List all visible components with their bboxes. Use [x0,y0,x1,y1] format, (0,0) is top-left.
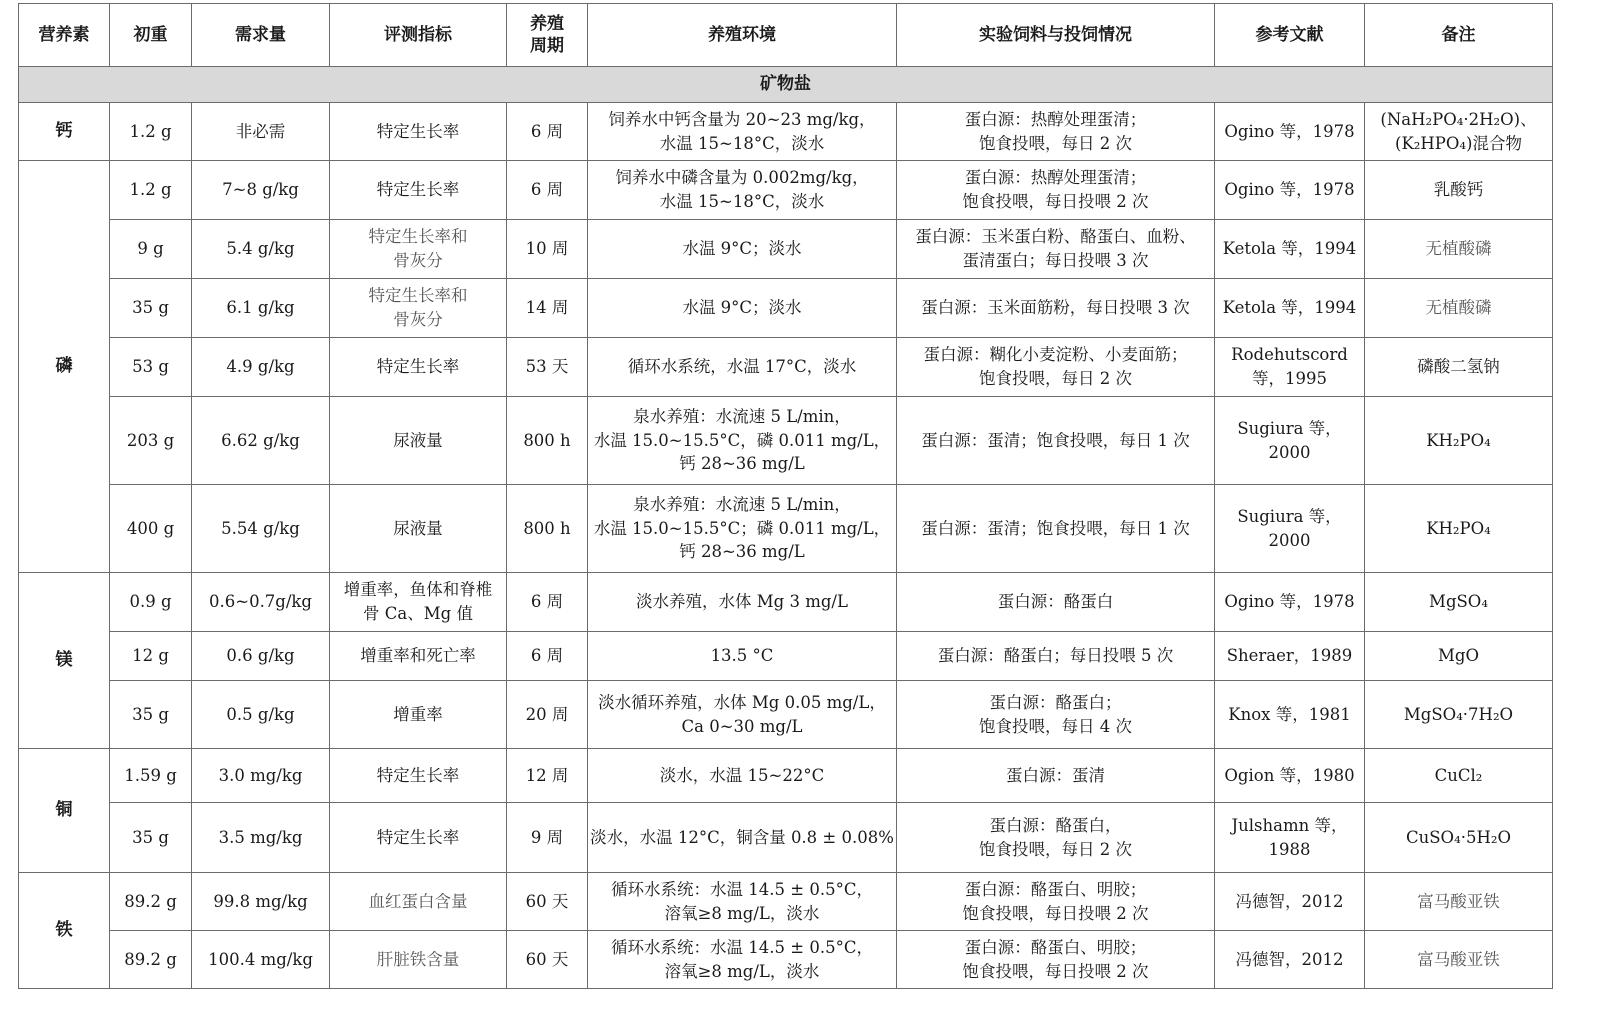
culture-environment-cell: 淡水，水温 12°C，铜含量 0.8 ± 0.08% [588,803,897,873]
evaluation-index-cell: 尿液量 [330,485,507,573]
table-row [19,573,1553,632]
initial-weight-cell: 203 g [110,397,192,485]
culture-period-cell: 6 周 [507,103,588,161]
remark-cell: MgSO₄ [1365,573,1553,632]
culture-period-cell: 60 天 [507,873,588,931]
feed-and-feeding-cell: 蛋白源：酪蛋白；每日投喂 5 次 [897,632,1215,681]
header-remarks: 备注 [1365,4,1553,67]
evaluation-index-cell: 血红蛋白含量 [330,873,507,931]
table-row [19,338,1553,397]
table-row [19,931,1553,989]
culture-period-cell: 800 h [507,397,588,485]
header-requirement: 需求量 [192,4,330,67]
requirement-cell: 6.62 g/kg [192,397,330,485]
feed-and-feeding-cell: 蛋白源：热醇处理蛋清； 饱食投喂，每日 2 次 [897,103,1215,161]
culture-environment-cell: 泉水养殖：水流速 5 L/min， 水温 15.0~15.5°C，磷 0.011 mg/L， 钙 28~36 mg/L [588,397,897,485]
reference-cell: Julshamn 等， 1988 [1215,803,1365,873]
requirement-cell: 5.4 g/kg [192,220,330,279]
evaluation-index-cell: 特定生长率和 骨灰分 [330,279,507,338]
remark-cell: CuSO₄·5H₂O [1365,803,1553,873]
table-row [19,803,1553,873]
initial-weight-cell: 0.9 g [110,573,192,632]
remark-cell: KH₂PO₄ [1365,397,1553,485]
evaluation-index-cell: 特定生长率 [330,338,507,397]
reference-cell: Knox 等，1981 [1215,681,1365,749]
evaluation-index-cell: 增重率 [330,681,507,749]
requirement-cell: 100.4 mg/kg [192,931,330,989]
table-row [19,749,1553,803]
requirement-cell: 0.6~0.7g/kg [192,573,330,632]
initial-weight-cell: 89.2 g [110,931,192,989]
culture-period-cell: 10 周 [507,220,588,279]
requirement-cell: 3.0 mg/kg [192,749,330,803]
feed-and-feeding-cell: 蛋白源：热醇处理蛋清； 饱食投喂，每日投喂 2 次 [897,161,1215,220]
table-body [19,67,1553,989]
feed-and-feeding-cell: 蛋白源：酪蛋白， 饱食投喂，每日 2 次 [897,803,1215,873]
culture-period-cell: 6 周 [507,161,588,220]
header-feed-and-feeding: 实验饲料与投饲情况 [897,4,1215,67]
initial-weight-cell: 53 g [110,338,192,397]
table-row [19,279,1553,338]
header-nutrient: 营养素 [19,4,110,67]
culture-period-cell: 53 天 [507,338,588,397]
nutrient-cell: 铁 [19,873,110,989]
nutrient-cell: 磷 [19,161,110,573]
table-row [19,220,1553,279]
evaluation-index-cell: 增重率和死亡率 [330,632,507,681]
culture-environment-cell: 饲养水中钙含量为 20~23 mg/kg， 水温 15~18°C，淡水 [588,103,897,161]
reference-cell: Sugiura 等，2000 [1215,485,1365,573]
table-row [19,873,1553,931]
remark-cell: 富马酸亚铁 [1365,931,1553,989]
initial-weight-cell: 400 g [110,485,192,573]
reference-cell: Ogino 等，1978 [1215,161,1365,220]
section-row [19,67,1553,103]
feed-and-feeding-cell: 蛋白源：蛋清 [897,749,1215,803]
reference-cell: 冯德智，2012 [1215,873,1365,931]
culture-environment-cell: 水温 9°C；淡水 [588,220,897,279]
remark-cell: 富马酸亚铁 [1365,873,1553,931]
feed-and-feeding-cell: 蛋白源：玉米面筋粉，每日投喂 3 次 [897,279,1215,338]
evaluation-index-cell: 肝脏铁含量 [330,931,507,989]
remark-cell: MgO [1365,632,1553,681]
culture-environment-cell: 淡水养殖，水体 Mg 3 mg/L [588,573,897,632]
initial-weight-cell: 12 g [110,632,192,681]
header-evaluation-index: 评测指标 [330,4,507,67]
header-reference: 参考文献 [1215,4,1365,67]
requirement-cell: 99.8 mg/kg [192,873,330,931]
header-culture-period: 养殖 周期 [507,4,588,67]
evaluation-index-cell: 尿液量 [330,397,507,485]
nutrient-requirement-table [18,3,1553,989]
remark-cell: 磷酸二氢钠 [1365,338,1553,397]
culture-period-cell: 60 天 [507,931,588,989]
feed-and-feeding-cell: 蛋白源：糊化小麦淀粉、小麦面筋； 饱食投喂，每日 2 次 [897,338,1215,397]
header-row [19,4,1553,67]
culture-environment-cell: 水温 9°C；淡水 [588,279,897,338]
feed-and-feeding-cell: 蛋白源：酪蛋白； 饱食投喂，每日 4 次 [897,681,1215,749]
remark-cell: 无植酸磷 [1365,279,1553,338]
header-culture-environment: 养殖环境 [588,4,897,67]
evaluation-index-cell: 增重率，鱼体和脊椎 骨 Ca、Mg 值 [330,573,507,632]
requirement-cell: 4.9 g/kg [192,338,330,397]
initial-weight-cell: 35 g [110,681,192,749]
reference-cell: Rodehutscord 等，1995 [1215,338,1365,397]
culture-environment-cell: 淡水，水温 15~22°C [588,749,897,803]
culture-period-cell: 12 周 [507,749,588,803]
remark-cell: (NaH₂PO₄·2H₂O)、 (K₂HPO₄)混合物 [1365,103,1553,161]
evaluation-index-cell: 特定生长率 [330,161,507,220]
remark-cell: 乳酸钙 [1365,161,1553,220]
reference-cell: Ogion 等，1980 [1215,749,1365,803]
initial-weight-cell: 1.2 g [110,103,192,161]
initial-weight-cell: 35 g [110,803,192,873]
nutrient-cell: 镁 [19,573,110,749]
feed-and-feeding-cell: 蛋白源：蛋清；饱食投喂，每日 1 次 [897,485,1215,573]
culture-environment-cell: 循环水系统：水温 14.5 ± 0.5°C， 溶氧≥8 mg/L，淡水 [588,873,897,931]
culture-period-cell: 800 h [507,485,588,573]
requirement-cell: 7~8 g/kg [192,161,330,220]
culture-period-cell: 6 周 [507,573,588,632]
nutrient-cell: 钙 [19,103,110,161]
culture-environment-cell: 泉水养殖：水流速 5 L/min， 水温 15.0~15.5°C；磷 0.011 mg/L， 钙 28~36 mg/L [588,485,897,573]
section-title: 矿物盐 [19,67,1553,103]
feed-and-feeding-cell: 蛋白源：玉米蛋白粉、酪蛋白、血粉、 蛋清蛋白；每日投喂 3 次 [897,220,1215,279]
reference-cell: Ogino 等，1978 [1215,573,1365,632]
evaluation-index-cell: 特定生长率 [330,749,507,803]
evaluation-index-cell: 特定生长率 [330,103,507,161]
requirement-cell: 6.1 g/kg [192,279,330,338]
initial-weight-cell: 9 g [110,220,192,279]
feed-and-feeding-cell: 蛋白源：蛋清；饱食投喂，每日 1 次 [897,397,1215,485]
reference-cell: Ogino 等，1978 [1215,103,1365,161]
nutrient-cell: 铜 [19,749,110,873]
evaluation-index-cell: 特定生长率和 骨灰分 [330,220,507,279]
reference-cell: Sugiura 等，2000 [1215,397,1365,485]
table-row [19,485,1553,573]
initial-weight-cell: 89.2 g [110,873,192,931]
evaluation-index-cell: 特定生长率 [330,803,507,873]
remark-cell: 无植酸磷 [1365,220,1553,279]
remark-cell: CuCl₂ [1365,749,1553,803]
culture-period-cell: 9 周 [507,803,588,873]
remark-cell: KH₂PO₄ [1365,485,1553,573]
feed-and-feeding-cell: 蛋白源：酪蛋白 [897,573,1215,632]
feed-and-feeding-cell: 蛋白源：酪蛋白、明胶； 饱食投喂，每日投喂 2 次 [897,931,1215,989]
table-row [19,397,1553,485]
remark-cell: MgSO₄·7H₂O [1365,681,1553,749]
table-row [19,681,1553,749]
initial-weight-cell: 1.59 g [110,749,192,803]
reference-cell: Ketola 等，1994 [1215,279,1365,338]
culture-period-cell: 20 周 [507,681,588,749]
table-row [19,161,1553,220]
reference-cell: Sheraer，1989 [1215,632,1365,681]
culture-environment-cell: 13.5 °C [588,632,897,681]
table-row [19,103,1553,161]
culture-environment-cell: 淡水循环养殖，水体 Mg 0.05 mg/L， Ca 0~30 mg/L [588,681,897,749]
requirement-cell: 0.6 g/kg [192,632,330,681]
table-row [19,632,1553,681]
culture-period-cell: 14 周 [507,279,588,338]
header-initial-weight: 初重 [110,4,192,67]
feed-and-feeding-cell: 蛋白源：酪蛋白、明胶； 饱食投喂，每日投喂 2 次 [897,873,1215,931]
initial-weight-cell: 35 g [110,279,192,338]
reference-cell: Ketola 等，1994 [1215,220,1365,279]
reference-cell: 冯德智，2012 [1215,931,1365,989]
requirement-cell: 5.54 g/kg [192,485,330,573]
culture-environment-cell: 循环水系统：水温 14.5 ± 0.5°C， 溶氧≥8 mg/L，淡水 [588,931,897,989]
requirement-cell: 0.5 g/kg [192,681,330,749]
culture-period-cell: 6 周 [507,632,588,681]
initial-weight-cell: 1.2 g [110,161,192,220]
requirement-cell: 3.5 mg/kg [192,803,330,873]
requirement-cell: 非必需 [192,103,330,161]
culture-environment-cell: 循环水系统，水温 17°C，淡水 [588,338,897,397]
culture-environment-cell: 饲养水中磷含量为 0.002mg/kg， 水温 15~18°C，淡水 [588,161,897,220]
